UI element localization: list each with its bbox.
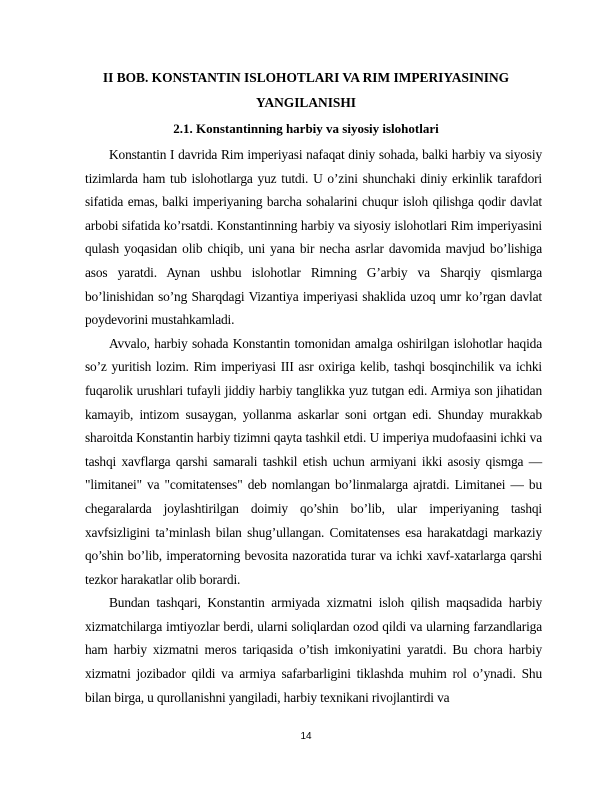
chapter-title: II BOB. KONSTANTIN ISLOHOTLARI VA RIM IMPERIYASINING YANGILANISHI — [102, 70, 510, 110]
body-text — [85, 143, 542, 709]
page-number: 14 — [300, 731, 312, 742]
section-title: 2.1. Konstantinning harbiy va siyosiy islohotlari — [173, 121, 439, 136]
paragraph: Bundan tashqari, Konstantin armiyada xizmatni isloh qilish maqsadida harbiy xizmatchilarga imtiyozlar berdi, ularni soliqlardan ozod qildi va ularning farzandlariga ham harbiy xizmatni meros tariqasida o’tish imkoniyatini yaratdi. Bu chora harbiy xizmatni jozibador qildi va armiya safarbarligini tiklashda muhim rol o’ynadi. Shu bilan birga, u qurollanishni yangiladi, harbiy texnikani rivojlantirdi va — [85, 595, 542, 705]
paragraph: Konstantin I davrida Rim imperiyasi nafaqat diniy sohada, balki harbiy va siyosiy tizimlarda ham tub islohotlarga yuz tutdi. U o’zini shunchaki diniy erkinlik tarafdori sifatida emas, balki imperiyaning barcha sohalarini chuqur isloh qilishga qodir davlat arbobi sifatida ko’rsatdi. Konstantinning harbiy va siyosiy islohotlari Rim imperiyasini qulash yoqasidan olib chiqib, uni yana bir necha asrlar davomida mavjud bo’lishiga asos yaratdi. Aynan ushbu islohotlar Rimning G’arbiy va Sharqiy qismlarga bo’linishidan so’ng Sharqdagi Vizantiya imperiyasi shaklida uzoq umr ko’rgan davlat poydevorini mustahkamladi. — [85, 147, 542, 328]
paragraph: Avvalo, harbiy sohada Konstantin tomonidan amalga oshirilgan islohotlar haqida so’z yuritish lozim. Rim imperiyasi III asr oxiriga kelib, tashqi bosqinchilik va ichki fuqarolik urushlari tufayli jiddiy harbiy tanglikka yuz tutgan edi. Armiya son jihatidan kamayib, intizom susaygan, yollanma askarlar soni ortgan edi. Shunday murakkab sharoitda Konstantin harbiy tizimni qayta tashkil etdi. U imperiya mudofaasini ichki va tashqi xavflarga qarshi samarali tashkil etish uchun armiyani ikki asosiy qismga — "limitanei" va "comitatenses" deb nomlangan bo’linmalarga ajratdi. Limitanei — bu chegaralarda joylashtirilgan doimiy qo’shin bo’lib, ular imperiyaning tashqi xavfsizligini ta’minlash bilan shug’ullangan. Comitatenses esa harakatdagi markaziy qo’shin bo’lib, imperatorning bevosita nazoratida turar va ichki xavf-xatarlarga qarshi tezkor harakatlar olib borardi. — [85, 335, 542, 587]
